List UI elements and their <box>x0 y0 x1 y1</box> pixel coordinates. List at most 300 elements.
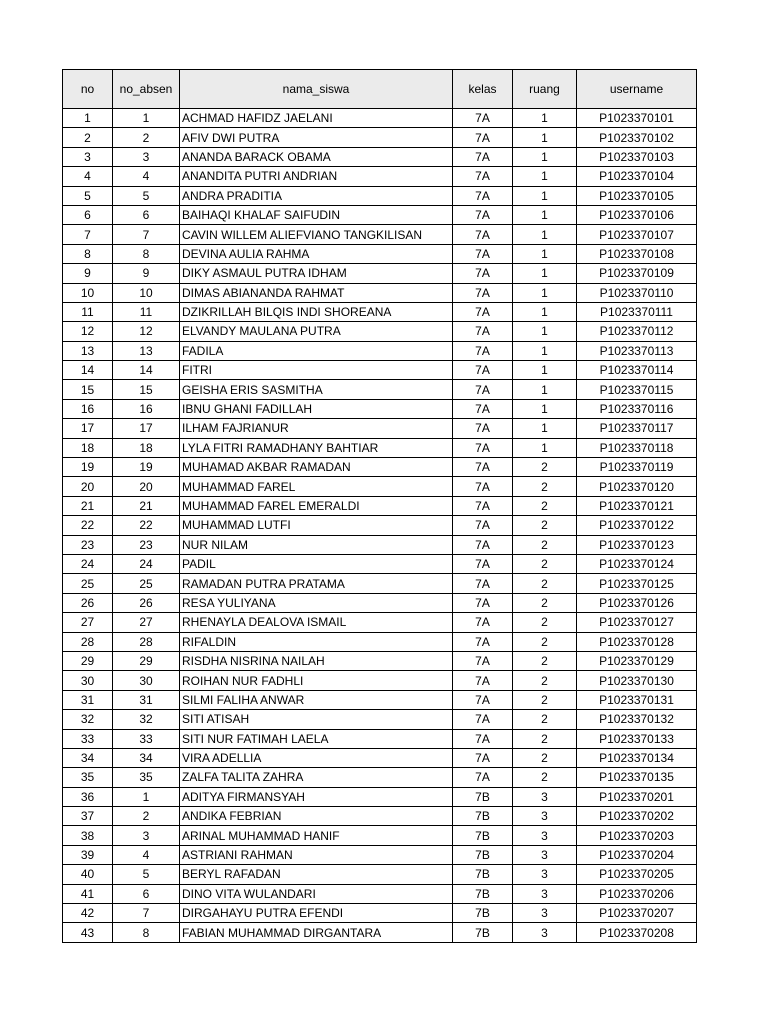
cell-username: P1023370132 <box>577 710 697 729</box>
cell-username: P1023370119 <box>577 458 697 477</box>
cell-username: P1023370109 <box>577 264 697 283</box>
cell-ruang: 2 <box>513 613 577 632</box>
cell-kelas: 7A <box>453 109 513 128</box>
cell-no: 35 <box>63 768 113 787</box>
cell-ruang: 1 <box>513 205 577 224</box>
cell-nama-siswa: DIKY ASMAUL PUTRA IDHAM <box>180 264 453 283</box>
cell-username: P1023370202 <box>577 807 697 826</box>
cell-nama-siswa: ROIHAN NUR FADHLI <box>180 671 453 690</box>
cell-username: P1023370205 <box>577 865 697 884</box>
table-row <box>63 419 697 438</box>
cell-no-absen: 14 <box>113 361 180 380</box>
table-row <box>63 651 697 670</box>
cell-nama-siswa: FITRI <box>180 361 453 380</box>
cell-ruang: 2 <box>513 651 577 670</box>
cell-no-absen: 3 <box>113 826 180 845</box>
header-no: no <box>63 70 113 109</box>
cell-username: P1023370101 <box>577 109 697 128</box>
cell-ruang: 2 <box>513 516 577 535</box>
cell-nama-siswa: ARINAL MUHAMMAD HANIF <box>180 826 453 845</box>
cell-username: P1023370201 <box>577 787 697 806</box>
cell-kelas: 7A <box>453 613 513 632</box>
cell-no-absen: 35 <box>113 768 180 787</box>
cell-nama-siswa: CAVIN WILLEM ALIEFVIANO TANGKILISAN <box>180 225 453 244</box>
cell-ruang: 1 <box>513 438 577 457</box>
cell-kelas: 7A <box>453 341 513 360</box>
cell-no: 42 <box>63 904 113 923</box>
cell-ruang: 2 <box>513 554 577 573</box>
cell-no-absen: 2 <box>113 807 180 826</box>
table-row <box>63 109 697 128</box>
cell-username: P1023370114 <box>577 361 697 380</box>
cell-ruang: 2 <box>513 768 577 787</box>
cell-nama-siswa: RESA YULIYANA <box>180 593 453 612</box>
cell-kelas: 7A <box>453 554 513 573</box>
cell-nama-siswa: DIRGAHAYU PUTRA EFENDI <box>180 904 453 923</box>
cell-kelas: 7A <box>453 768 513 787</box>
table-row <box>63 632 697 651</box>
cell-kelas: 7A <box>453 380 513 399</box>
cell-no: 4 <box>63 167 113 186</box>
table-row <box>63 904 697 923</box>
cell-username: P1023370123 <box>577 535 697 554</box>
cell-kelas: 7A <box>453 264 513 283</box>
cell-kelas: 7A <box>453 225 513 244</box>
cell-no: 33 <box>63 729 113 748</box>
cell-ruang: 2 <box>513 690 577 709</box>
cell-ruang: 1 <box>513 147 577 166</box>
cell-ruang: 1 <box>513 361 577 380</box>
header-nama-siswa: nama_siswa <box>180 70 453 109</box>
cell-username: P1023370108 <box>577 244 697 263</box>
cell-no: 20 <box>63 477 113 496</box>
cell-no: 7 <box>63 225 113 244</box>
cell-ruang: 1 <box>513 322 577 341</box>
cell-username: P1023370204 <box>577 845 697 864</box>
cell-ruang: 3 <box>513 904 577 923</box>
cell-no-absen: 10 <box>113 283 180 302</box>
table-row <box>63 535 697 554</box>
table-row <box>63 322 697 341</box>
cell-kelas: 7A <box>453 748 513 767</box>
cell-no: 19 <box>63 458 113 477</box>
table-row <box>63 865 697 884</box>
cell-no: 40 <box>63 865 113 884</box>
cell-ruang: 3 <box>513 845 577 864</box>
cell-nama-siswa: SILMI FALIHA ANWAR <box>180 690 453 709</box>
cell-no: 38 <box>63 826 113 845</box>
cell-no: 23 <box>63 535 113 554</box>
cell-no: 17 <box>63 419 113 438</box>
table-row <box>63 205 697 224</box>
cell-kelas: 7A <box>453 186 513 205</box>
cell-no-absen: 11 <box>113 302 180 321</box>
cell-nama-siswa: MUHAMMAD FAREL <box>180 477 453 496</box>
table-row <box>63 380 697 399</box>
cell-username: P1023370207 <box>577 904 697 923</box>
cell-username: P1023370116 <box>577 399 697 418</box>
cell-no-absen: 9 <box>113 264 180 283</box>
table-row <box>63 671 697 690</box>
table-row <box>63 826 697 845</box>
cell-kelas: 7A <box>453 458 513 477</box>
table-row <box>63 768 697 787</box>
cell-kelas: 7A <box>453 361 513 380</box>
table-row <box>63 225 697 244</box>
cell-no: 43 <box>63 923 113 942</box>
cell-no-absen: 32 <box>113 710 180 729</box>
table-row <box>63 923 697 942</box>
cell-username: P1023370103 <box>577 147 697 166</box>
cell-no: 8 <box>63 244 113 263</box>
cell-no: 30 <box>63 671 113 690</box>
cell-nama-siswa: LYLA FITRI RAMADHANY BAHTIAR <box>180 438 453 457</box>
table-row <box>63 167 697 186</box>
cell-kelas: 7A <box>453 632 513 651</box>
cell-no-absen: 1 <box>113 109 180 128</box>
cell-ruang: 1 <box>513 186 577 205</box>
cell-username: P1023370122 <box>577 516 697 535</box>
cell-nama-siswa: BAIHAQI KHALAF SAIFUDIN <box>180 205 453 224</box>
cell-nama-siswa: NUR NILAM <box>180 535 453 554</box>
cell-no-absen: 34 <box>113 748 180 767</box>
cell-kelas: 7B <box>453 826 513 845</box>
table-row <box>63 690 697 709</box>
cell-username: P1023370125 <box>577 574 697 593</box>
header-username: username <box>577 70 697 109</box>
cell-no: 11 <box>63 302 113 321</box>
cell-no-absen: 15 <box>113 380 180 399</box>
cell-no-absen: 20 <box>113 477 180 496</box>
cell-no: 36 <box>63 787 113 806</box>
cell-kelas: 7B <box>453 904 513 923</box>
cell-kelas: 7A <box>453 205 513 224</box>
table-row <box>63 710 697 729</box>
cell-ruang: 1 <box>513 419 577 438</box>
header-row <box>63 70 697 109</box>
cell-no-absen: 26 <box>113 593 180 612</box>
cell-kelas: 7A <box>453 535 513 554</box>
cell-kelas: 7A <box>453 438 513 457</box>
cell-nama-siswa: PADIL <box>180 554 453 573</box>
cell-no-absen: 27 <box>113 613 180 632</box>
cell-kelas: 7A <box>453 128 513 147</box>
cell-kelas: 7A <box>453 244 513 263</box>
cell-ruang: 1 <box>513 264 577 283</box>
cell-nama-siswa: FADILA <box>180 341 453 360</box>
cell-no-absen: 4 <box>113 167 180 186</box>
cell-kelas: 7A <box>453 593 513 612</box>
cell-no: 10 <box>63 283 113 302</box>
cell-kelas: 7A <box>453 729 513 748</box>
cell-no: 24 <box>63 554 113 573</box>
table-row <box>63 244 697 263</box>
cell-nama-siswa: ADITYA FIRMANSYAH <box>180 787 453 806</box>
cell-kelas: 7B <box>453 787 513 806</box>
cell-no-absen: 33 <box>113 729 180 748</box>
cell-nama-siswa: AFIV DWI PUTRA <box>180 128 453 147</box>
cell-nama-siswa: GEISHA ERIS SASMITHA <box>180 380 453 399</box>
cell-no-absen: 2 <box>113 128 180 147</box>
cell-username: P1023370206 <box>577 884 697 903</box>
table-row <box>63 399 697 418</box>
cell-username: P1023370120 <box>577 477 697 496</box>
cell-no-absen: 5 <box>113 865 180 884</box>
table-row <box>63 361 697 380</box>
cell-username: P1023370113 <box>577 341 697 360</box>
table-row <box>63 613 697 632</box>
cell-username: P1023370121 <box>577 496 697 515</box>
cell-kelas: 7A <box>453 302 513 321</box>
cell-ruang: 2 <box>513 477 577 496</box>
cell-kelas: 7A <box>453 496 513 515</box>
cell-no-absen: 1 <box>113 787 180 806</box>
cell-username: P1023370105 <box>577 186 697 205</box>
table-row <box>63 574 697 593</box>
cell-username: P1023370117 <box>577 419 697 438</box>
cell-kelas: 7A <box>453 322 513 341</box>
cell-no-absen: 8 <box>113 244 180 263</box>
cell-nama-siswa: ACHMAD HAFIDZ JAELANI <box>180 109 453 128</box>
table-row <box>63 438 697 457</box>
cell-kelas: 7B <box>453 845 513 864</box>
cell-username: P1023370127 <box>577 613 697 632</box>
cell-kelas: 7B <box>453 884 513 903</box>
cell-no: 14 <box>63 361 113 380</box>
cell-ruang: 2 <box>513 671 577 690</box>
cell-username: P1023370111 <box>577 302 697 321</box>
cell-ruang: 3 <box>513 865 577 884</box>
cell-username: P1023370208 <box>577 923 697 942</box>
cell-username: P1023370124 <box>577 554 697 573</box>
cell-username: P1023370102 <box>577 128 697 147</box>
cell-no-absen: 8 <box>113 923 180 942</box>
cell-nama-siswa: SITI NUR FATIMAH LAELA <box>180 729 453 748</box>
cell-ruang: 1 <box>513 225 577 244</box>
cell-nama-siswa: ANDRA PRADITIA <box>180 186 453 205</box>
cell-nama-siswa: ANANDITA PUTRI ANDRIAN <box>180 167 453 186</box>
cell-no-absen: 30 <box>113 671 180 690</box>
table-row <box>63 554 697 573</box>
cell-ruang: 2 <box>513 496 577 515</box>
cell-ruang: 1 <box>513 399 577 418</box>
cell-no: 31 <box>63 690 113 709</box>
cell-no: 18 <box>63 438 113 457</box>
table-row <box>63 729 697 748</box>
cell-no: 34 <box>63 748 113 767</box>
cell-nama-siswa: FABIAN MUHAMMAD DIRGANTARA <box>180 923 453 942</box>
header-kelas: kelas <box>453 70 513 109</box>
cell-no-absen: 21 <box>113 496 180 515</box>
cell-nama-siswa: RIFALDIN <box>180 632 453 651</box>
cell-username: P1023370203 <box>577 826 697 845</box>
cell-ruang: 3 <box>513 807 577 826</box>
cell-kelas: 7A <box>453 671 513 690</box>
cell-no-absen: 28 <box>113 632 180 651</box>
cell-username: P1023370115 <box>577 380 697 399</box>
cell-kelas: 7A <box>453 651 513 670</box>
cell-ruang: 3 <box>513 884 577 903</box>
table-row <box>63 477 697 496</box>
cell-nama-siswa: VIRA ADELLIA <box>180 748 453 767</box>
cell-nama-siswa: BERYL RAFADAN <box>180 865 453 884</box>
cell-ruang: 3 <box>513 923 577 942</box>
cell-no-absen: 12 <box>113 322 180 341</box>
table-row <box>63 593 697 612</box>
cell-nama-siswa: DIMAS ABIANANDA RAHMAT <box>180 283 453 302</box>
cell-username: P1023370133 <box>577 729 697 748</box>
cell-nama-siswa: RAMADAN PUTRA PRATAMA <box>180 574 453 593</box>
cell-no-absen: 16 <box>113 399 180 418</box>
cell-kelas: 7A <box>453 419 513 438</box>
table-row <box>63 264 697 283</box>
cell-username: P1023370106 <box>577 205 697 224</box>
cell-nama-siswa: MUHAMMAD FAREL EMERALDI <box>180 496 453 515</box>
cell-ruang: 3 <box>513 787 577 806</box>
cell-no-absen: 4 <box>113 845 180 864</box>
cell-no: 2 <box>63 128 113 147</box>
cell-no: 9 <box>63 264 113 283</box>
cell-nama-siswa: ELVANDY MAULANA PUTRA <box>180 322 453 341</box>
cell-ruang: 2 <box>513 535 577 554</box>
cell-kelas: 7B <box>453 865 513 884</box>
cell-no: 25 <box>63 574 113 593</box>
cell-no-absen: 22 <box>113 516 180 535</box>
cell-ruang: 2 <box>513 710 577 729</box>
cell-no: 5 <box>63 186 113 205</box>
cell-no: 32 <box>63 710 113 729</box>
header-ruang: ruang <box>513 70 577 109</box>
table-row <box>63 128 697 147</box>
cell-nama-siswa: SITI ATISAH <box>180 710 453 729</box>
cell-username: P1023370128 <box>577 632 697 651</box>
cell-no-absen: 23 <box>113 535 180 554</box>
cell-no-absen: 29 <box>113 651 180 670</box>
cell-no: 12 <box>63 322 113 341</box>
table-row <box>63 845 697 864</box>
cell-nama-siswa: ANDIKA FEBRIAN <box>180 807 453 826</box>
cell-username: P1023370135 <box>577 768 697 787</box>
cell-nama-siswa: MUHAMMAD LUTFI <box>180 516 453 535</box>
cell-kelas: 7A <box>453 283 513 302</box>
cell-no: 6 <box>63 205 113 224</box>
table-body <box>63 109 697 943</box>
cell-username: P1023370107 <box>577 225 697 244</box>
cell-ruang: 2 <box>513 593 577 612</box>
cell-username: P1023370130 <box>577 671 697 690</box>
cell-nama-siswa: ILHAM FAJRIANUR <box>180 419 453 438</box>
cell-username: P1023370118 <box>577 438 697 457</box>
cell-ruang: 2 <box>513 458 577 477</box>
cell-no: 16 <box>63 399 113 418</box>
cell-username: P1023370131 <box>577 690 697 709</box>
cell-no: 15 <box>63 380 113 399</box>
cell-no: 3 <box>63 147 113 166</box>
cell-ruang: 1 <box>513 167 577 186</box>
cell-nama-siswa: DZIKRILLAH BILQIS INDI SHOREANA <box>180 302 453 321</box>
cell-kelas: 7A <box>453 399 513 418</box>
table-row <box>63 748 697 767</box>
table-row <box>63 283 697 302</box>
table-row <box>63 341 697 360</box>
cell-no: 29 <box>63 651 113 670</box>
cell-ruang: 1 <box>513 341 577 360</box>
cell-kelas: 7A <box>453 710 513 729</box>
cell-no: 13 <box>63 341 113 360</box>
cell-no-absen: 13 <box>113 341 180 360</box>
cell-kelas: 7A <box>453 147 513 166</box>
cell-nama-siswa: DEVINA AULIA RAHMA <box>180 244 453 263</box>
cell-ruang: 1 <box>513 128 577 147</box>
cell-kelas: 7A <box>453 477 513 496</box>
table-row <box>63 807 697 826</box>
cell-kelas: 7A <box>453 167 513 186</box>
cell-no: 41 <box>63 884 113 903</box>
cell-kelas: 7A <box>453 574 513 593</box>
cell-no-absen: 31 <box>113 690 180 709</box>
cell-ruang: 2 <box>513 632 577 651</box>
cell-kelas: 7B <box>453 807 513 826</box>
cell-no-absen: 17 <box>113 419 180 438</box>
cell-nama-siswa: RISDHA NISRINA NAILAH <box>180 651 453 670</box>
cell-no-absen: 3 <box>113 147 180 166</box>
cell-no: 28 <box>63 632 113 651</box>
cell-username: P1023370112 <box>577 322 697 341</box>
cell-no: 1 <box>63 109 113 128</box>
cell-ruang: 1 <box>513 244 577 263</box>
cell-ruang: 2 <box>513 748 577 767</box>
cell-kelas: 7A <box>453 690 513 709</box>
table-row <box>63 884 697 903</box>
cell-nama-siswa: ANANDA BARACK OBAMA <box>180 147 453 166</box>
cell-no-absen: 24 <box>113 554 180 573</box>
cell-ruang: 1 <box>513 109 577 128</box>
cell-no-absen: 18 <box>113 438 180 457</box>
cell-nama-siswa: RHENAYLA DEALOVA ISMAIL <box>180 613 453 632</box>
cell-nama-siswa: MUHAMAD AKBAR RAMADAN <box>180 458 453 477</box>
cell-username: P1023370129 <box>577 651 697 670</box>
cell-ruang: 2 <box>513 574 577 593</box>
cell-no: 37 <box>63 807 113 826</box>
cell-username: P1023370134 <box>577 748 697 767</box>
student-table <box>62 69 697 943</box>
cell-no: 26 <box>63 593 113 612</box>
cell-no: 22 <box>63 516 113 535</box>
table-row <box>63 516 697 535</box>
cell-no-absen: 5 <box>113 186 180 205</box>
cell-nama-siswa: ZALFA TALITA ZAHRA <box>180 768 453 787</box>
table-row <box>63 302 697 321</box>
cell-kelas: 7A <box>453 516 513 535</box>
cell-no: 21 <box>63 496 113 515</box>
cell-no-absen: 19 <box>113 458 180 477</box>
cell-no: 39 <box>63 845 113 864</box>
table-row <box>63 787 697 806</box>
cell-kelas: 7B <box>453 923 513 942</box>
cell-no-absen: 6 <box>113 884 180 903</box>
cell-nama-siswa: IBNU GHANI FADILLAH <box>180 399 453 418</box>
cell-ruang: 2 <box>513 729 577 748</box>
cell-no-absen: 7 <box>113 225 180 244</box>
cell-nama-siswa: DINO VITA WULANDARI <box>180 884 453 903</box>
cell-nama-siswa: ASTRIANI RAHMAN <box>180 845 453 864</box>
cell-username: P1023370104 <box>577 167 697 186</box>
cell-ruang: 1 <box>513 302 577 321</box>
cell-no: 27 <box>63 613 113 632</box>
cell-username: P1023370126 <box>577 593 697 612</box>
table-row <box>63 496 697 515</box>
cell-ruang: 3 <box>513 826 577 845</box>
